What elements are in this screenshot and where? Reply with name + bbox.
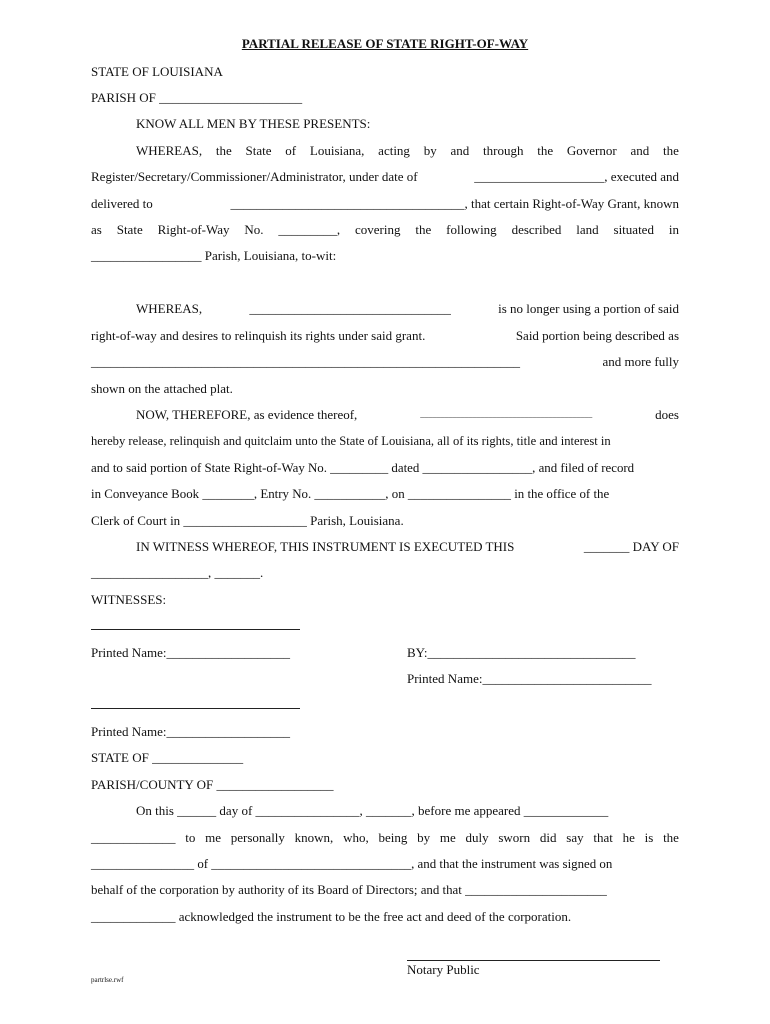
word: State: [116, 222, 143, 237]
now-therefore-line5: Clerk of Court in ___________________ Parish, Louisiana.: [91, 513, 404, 528]
grantee-blank-field: _______________________________: [249, 301, 451, 316]
whereas2-line4: shown on the attached plat.: [91, 381, 233, 396]
word: the: [215, 143, 232, 158]
word: following: [446, 222, 497, 237]
acknowledgment-line5: _____________ acknowledged the instrument to be the free act and deed of the corporation.: [91, 909, 572, 924]
notary-parish-county-line: PARISH/COUNTY OF __________________: [91, 777, 334, 792]
word: as: [91, 222, 102, 237]
acknowledgment-line1: On this ______ day of ________________, _______, before me appeared _____________: [136, 803, 609, 818]
word: being: [378, 830, 408, 845]
releasor-blank-field: ___________________________________________: [420, 410, 593, 419]
witness-clause-line1: [136, 539, 679, 555]
whereas2-line3: [91, 354, 679, 370]
text-fragment: IN WITNESS WHEREOF, THIS INSTRUMENT IS EXECUTED THIS: [136, 539, 515, 554]
acknowledgment-line4: behalf of the corporation by authority of its Board of Directors; and that ______________________: [91, 883, 607, 897]
witness-2-signature-line: [91, 708, 300, 709]
text-fragment: Said portion being described as: [515, 328, 679, 343]
text-fragment: WHEREAS,: [136, 301, 203, 316]
description-blank-field: __________________________________________________________________: [91, 354, 520, 369]
appearer-blank-field: _____________: [91, 830, 176, 845]
now-therefore-line4: in Conveyance Book ________, Entry No. ___________, on ________________ in the office of the: [91, 487, 610, 501]
word: in: [668, 222, 679, 237]
whereas1-line3: [91, 196, 679, 212]
witnesses-label: WITNESSES:: [91, 592, 167, 607]
signatory-printed-name: Printed Name:__________________________: [407, 671, 652, 686]
word: to: [185, 830, 196, 845]
word: WHEREAS,: [136, 143, 203, 158]
word: by: [423, 143, 437, 158]
whereas1-line5: _________________ Parish, Louisiana, to-wit:: [91, 248, 337, 263]
word: known,: [294, 830, 334, 845]
word: situated: [613, 222, 654, 237]
text-fragment: and more fully: [602, 354, 679, 369]
word: the: [415, 222, 432, 237]
word: sworn: [498, 830, 531, 845]
signatory-by-line: BY:________________________________: [407, 645, 636, 660]
whereas2-line2: [91, 328, 679, 344]
word: No.: [244, 222, 264, 237]
word: by: [417, 830, 431, 845]
whereas1-line2: [91, 169, 679, 185]
word: Louisiana,: [309, 143, 365, 158]
whereas1-line1: [136, 143, 679, 159]
parish-heading: PARISH OF ______________________: [91, 90, 303, 105]
word: did: [539, 830, 557, 845]
notary-signature-line: [407, 960, 660, 961]
know-all-men-heading: KNOW ALL MEN BY THESE PRESENTS:: [136, 116, 371, 131]
row-number-blank-field: _________,: [278, 222, 341, 237]
witness-2-printed-name: Printed Name:___________________: [91, 724, 290, 739]
notary-public-label: Notary Public: [407, 962, 480, 977]
text-fragment: right-of-way and desires to relinquish its rights under said grant.: [91, 328, 426, 343]
word: of: [285, 143, 297, 158]
word: described: [511, 222, 562, 237]
word: Governor: [566, 143, 617, 158]
acknowledgment-line2: [91, 830, 679, 846]
word: and: [630, 143, 650, 158]
word: who,: [343, 830, 369, 845]
now-therefore-line3: and to said portion of State Right-of-Way No. _________ dated _________________, and filed of record: [91, 461, 635, 475]
word: land: [576, 222, 599, 237]
word: Right-of-Way: [157, 222, 230, 237]
word: duly: [465, 830, 489, 845]
now-therefore-line2: hereby release, relinquish and quitclaim unto the State of Louisiana, all of its rights, title and interest in: [91, 434, 611, 448]
text-fragment: is no longer using a portion of said: [498, 301, 679, 316]
day-blank-field: _______ DAY OF: [583, 539, 679, 554]
word: me: [439, 830, 456, 845]
word: say: [566, 830, 584, 845]
grantee-blank-field: ____________________________________, that certain Right-of-Way Grant, known: [230, 196, 679, 211]
witness-clause-line2: __________________, _______.: [91, 565, 264, 580]
word: he: [622, 830, 635, 845]
word: personally: [230, 830, 285, 845]
word: and: [450, 143, 470, 158]
text-fragment: Register/Secretary/Commissioner/Administrator, under date of: [91, 169, 418, 184]
word: the: [663, 143, 679, 158]
word: the: [663, 830, 679, 845]
word: through: [483, 143, 524, 158]
text-fragment: NOW, THEREFORE, as evidence thereof,: [136, 407, 358, 422]
notary-state-line: STATE OF ______________: [91, 750, 244, 765]
date-blank-field: ____________________, executed and: [474, 169, 679, 184]
word: that: [593, 830, 613, 845]
word: State: [245, 143, 272, 158]
word: me: [205, 830, 222, 845]
word: acting: [378, 143, 410, 158]
state-heading: STATE OF LOUISIANA: [91, 64, 223, 79]
now-therefore-line1: [136, 407, 679, 423]
footer-filename: partrlse.rwf: [91, 976, 124, 984]
text-fragment: does: [655, 407, 679, 422]
whereas2-line1: [136, 301, 679, 317]
text-fragment: delivered to: [91, 196, 153, 211]
acknowledgment-line3: ________________ of _______________________________, and that the instrument was signed on: [91, 857, 613, 871]
word: covering: [355, 222, 401, 237]
witness-1-signature-line: [91, 629, 300, 630]
witness-1-printed-name: Printed Name:___________________: [91, 645, 290, 660]
whereas1-line4: [91, 222, 679, 238]
word: the: [537, 143, 554, 158]
document-title: PARTIAL RELEASE OF STATE RIGHT-OF-WAY: [241, 36, 529, 51]
word: is: [644, 830, 654, 845]
